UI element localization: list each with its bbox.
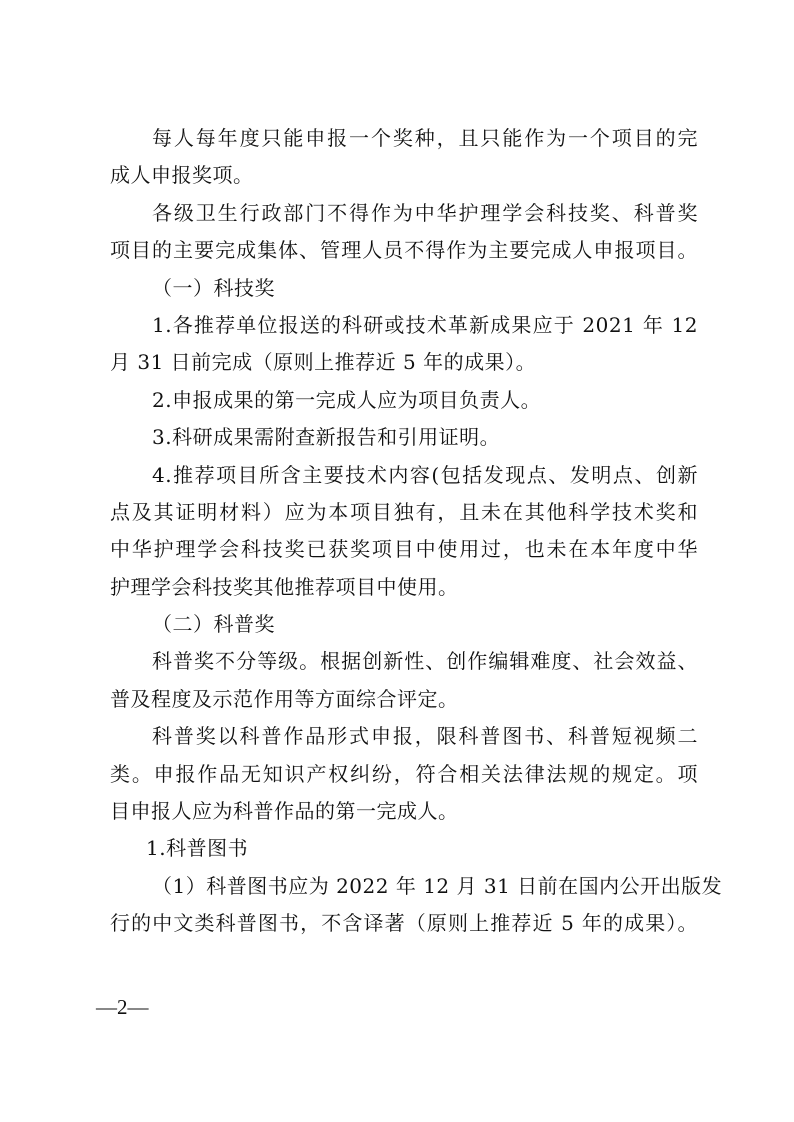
paragraph-line: 科普奖以科普作品形式申报，限科普图书、科普短视频二 — [152, 724, 698, 749]
paragraph-line: 月 31 日前完成（原则上推荐近 5 年的成果）。 — [110, 350, 537, 375]
paragraph-line: 目申报人应为科普作品的第一完成人。 — [110, 799, 459, 824]
paragraph-line: 类。申报作品无知识产权纠纷，符合相关法律法规的规定。项 — [110, 761, 698, 786]
page-number: —2— — [96, 995, 149, 1019]
paragraph-line: 每人每年度只能申报一个奖种，且只能作为一个项目的完 — [152, 126, 698, 150]
body-text — [110, 120, 723, 943]
paragraph-line: 2.申报成果的第一完成人应为项目负责人。 — [152, 387, 542, 412]
paragraph-line: 普及程度及示范作用等方面综合评定。 — [110, 686, 459, 711]
section-heading: （一）科技奖 — [152, 275, 275, 300]
paragraph-line: 护理学会科技奖其他推荐项目中使用。 — [110, 574, 459, 599]
paragraph-line: 项目的主要完成集体、管理人员不得作为主要完成人申报项目。 — [110, 238, 698, 263]
paragraph-line: 3.科研成果需附查新报告和引用证明。 — [152, 425, 501, 450]
paragraph-line: 1.各推荐单位报送的科研或技术革新成果应于 2021 年 12 — [152, 312, 698, 337]
paragraph-line: 行的中文类科普图书，不含译著（原则上推荐近 5 年的成果）。 — [110, 911, 698, 936]
paragraph-line: 中华护理学会科技奖已获奖项目中使用过，也未在本年度中华 — [110, 537, 698, 562]
subsection-heading: 1.科普图书 — [146, 836, 249, 861]
paragraph-line: 4.推荐项目所含主要技术内容(包括发现点、发明点、创新 — [152, 462, 698, 487]
paragraph-line: 科普奖不分等级。根据创新性、创作编辑难度、社会效益、 — [152, 649, 698, 674]
paragraph-line: 点及其证明材料）应为本项目独有，且未在其他科学技术奖和 — [110, 499, 698, 524]
paragraph-line: （1）科普图书应为 2022 年 12 月 31 日前在国内公开出版发 — [152, 873, 723, 898]
paragraph-line: 各级卫生行政部门不得作为中华护理学会科技奖、科普奖 — [152, 200, 698, 225]
section-heading: （二）科普奖 — [152, 612, 275, 637]
paragraph-line: 成人申报奖项。 — [110, 163, 254, 188]
